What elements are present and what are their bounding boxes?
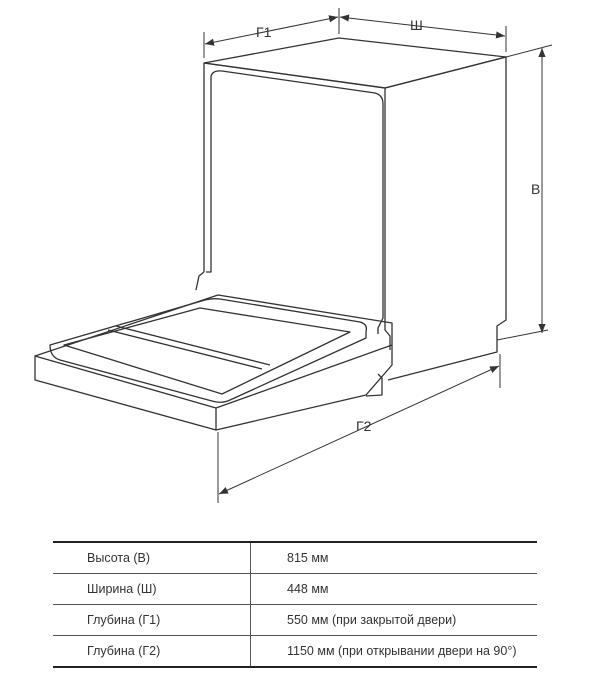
cabinet-inner-left bbox=[206, 76, 211, 272]
cabinet-top-panel bbox=[204, 38, 506, 88]
open-door bbox=[35, 295, 392, 430]
door-hinge-left bbox=[196, 272, 204, 290]
door-inner-rim bbox=[50, 299, 366, 403]
label-depth-open: Г2 bbox=[356, 418, 372, 434]
param-cell: Высота (В) bbox=[53, 542, 251, 574]
dimension-lines bbox=[204, 8, 552, 503]
table-row bbox=[53, 605, 537, 636]
cabinet-inner-opening bbox=[211, 71, 383, 334]
value-cell: 1150 мм (при открывании двери на 90°) bbox=[287, 644, 517, 658]
table-row bbox=[53, 636, 537, 668]
height-extension-bottom bbox=[497, 330, 548, 340]
table-row bbox=[53, 574, 537, 605]
height-extension-top bbox=[506, 45, 552, 57]
g1-dimension-arrow bbox=[205, 17, 338, 44]
param-cell: Глубина (Г2) bbox=[53, 636, 251, 668]
param-cell: Ширина (Ш) bbox=[53, 574, 251, 605]
cabinet-body bbox=[196, 38, 506, 396]
value-cell: 448 мм bbox=[287, 582, 329, 596]
door-front-edge bbox=[35, 356, 216, 430]
value-cell: 550 мм (при закрытой двери) bbox=[287, 613, 457, 627]
door-divider-line-2 bbox=[116, 326, 270, 365]
value-cell: 815 мм bbox=[287, 551, 329, 565]
label-width: Ш bbox=[410, 17, 423, 33]
cabinet-front-frame bbox=[204, 63, 390, 350]
label-depth-closed: Г1 bbox=[256, 24, 272, 40]
cabinet-side-panel bbox=[385, 57, 506, 380]
door-divider-line bbox=[108, 330, 262, 369]
door-inner-panel bbox=[64, 308, 350, 394]
table-row bbox=[53, 542, 537, 574]
specifications-table bbox=[53, 541, 537, 668]
param-cell: Глубина (Г1) bbox=[53, 605, 251, 636]
label-height: В bbox=[531, 181, 541, 197]
